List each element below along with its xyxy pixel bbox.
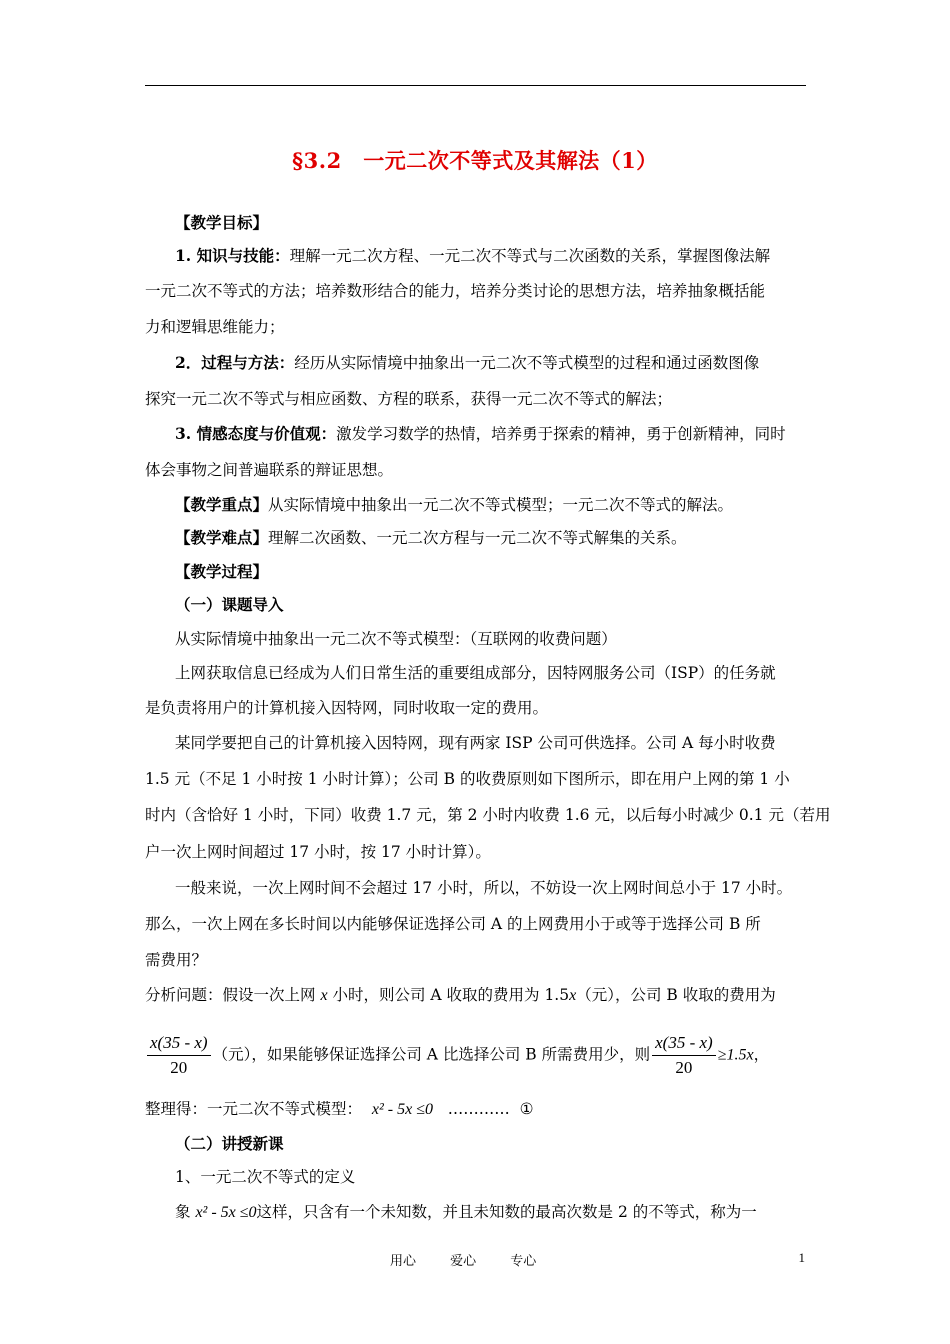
key-label: 【教学重点】: [175, 495, 269, 514]
fraction-1: [147, 1033, 211, 1078]
goal2-line2: 探究一元二次不等式与相应函数、方程的联系，获得一元二次不等式的解法；: [145, 390, 673, 408]
key-points: [145, 493, 836, 515]
goal1-line1: [145, 244, 836, 266]
paragraph-3-line3: 时内（含恰好 1 小时，下同）收费 1.7 元，第 2 小时内收费 1.6 元，以后每小时减少 0.1 元（若用: [145, 806, 831, 824]
paragraph-3-line2: 1.5 元（不足 1 小时按 1 小时计算）；公司 B 的收费原则如下图所示，即在用户上网的第 1 小: [145, 770, 790, 788]
fraction-2: [652, 1033, 716, 1078]
fraction-tail: ，: [753, 1045, 770, 1064]
model-text: 整理得：一元二次不等式模型：: [145, 1100, 363, 1118]
definition-text-b: 这样，只含有一个未知数，并且未知数的最高次数是 2 的不等式，称为一: [256, 1203, 757, 1221]
fraction-2-numerator: x(35 - x): [652, 1033, 716, 1056]
fraction-2-denominator: 20: [675, 1058, 693, 1077]
paragraph-1: 从实际情境中抽象出一元二次不等式模型：（互联网的收费问题）: [175, 630, 617, 648]
goal3-text: 激发学习数学的热情，培养勇于探索的精神，勇于创新精神，同时: [336, 425, 786, 443]
paragraph-4-line3: 需费用？: [145, 951, 208, 969]
header-rule: [145, 85, 806, 86]
goal1-line3: 力和逻辑思维能力；: [145, 318, 285, 336]
fraction-1-denominator: 20: [170, 1058, 188, 1077]
paragraph-2-line1: 上网获取信息已经成为人们日常生活的重要组成部分，因特网服务公司（ISP）的任务就: [175, 664, 776, 682]
model-dots: …………: [447, 1100, 510, 1118]
difficult-points: [145, 526, 836, 548]
diff-label: 【教学难点】: [175, 528, 269, 547]
analysis-line: [145, 983, 806, 1005]
page-number: 1: [798, 1250, 805, 1265]
analysis-text-b: 小时，则公司 A 收取的费用为 1.5: [327, 986, 570, 1004]
definition-heading: 1、一元二次不等式的定义: [175, 1168, 356, 1186]
model-expression: x² - 5x ≤0: [371, 1101, 433, 1118]
diff-text: 理解二次函数、一元二次方程与一元二次不等式解集的关系。: [268, 529, 687, 547]
goal3-label: 3. 情感态度与价值观：: [175, 424, 337, 443]
definition-line: [145, 1200, 836, 1222]
analysis-text-a: 分析问题：假设一次上网: [145, 986, 321, 1004]
goal3-line2: 体会事物之间普遍联系的辩证思想。: [145, 461, 394, 479]
analysis-var: x: [320, 987, 328, 1004]
analysis-var-2: x: [569, 987, 577, 1004]
goal2-text: 经历从实际情境中抽象出一元二次不等式模型的过程和通过函数图像: [294, 354, 760, 372]
fraction-line: [145, 1033, 806, 1078]
goal2-label: 2．过程与方法：: [175, 353, 295, 372]
model-number: ①: [519, 1100, 534, 1118]
section1-heading: （一）课题导入: [175, 595, 284, 614]
inequality-rhs: ≥1.5x: [717, 1046, 754, 1064]
fraction-text: （元），如果能够保证选择公司 A 比选择公司 B 所需费用少，则: [212, 1045, 651, 1064]
section2-heading: （二）讲授新课: [175, 1134, 284, 1153]
goal1-label: 1. 知识与技能：: [175, 246, 290, 265]
goal1-text: 理解一元二次方程、一元二次不等式与二次函数的关系，掌握图像法解: [289, 247, 771, 265]
goal3-line1: [145, 422, 836, 444]
fraction-1-numerator: x(35 - x): [147, 1033, 211, 1056]
key-text: 从实际情境中抽象出一元二次不等式模型；一元二次不等式的解法。: [268, 496, 734, 514]
definition-text-a: 象: [175, 1203, 196, 1221]
paragraph-3-line4: 户一次上网时间超过 17 小时，按 17 小时计算）。: [145, 843, 491, 861]
page-title: §3.2 一元二次不等式及其解法（1）: [292, 148, 658, 173]
goal1-line2: 一元二次不等式的方法；培养数形结合的能力，培养分类讨论的思想方法，培养抽象概括能: [145, 282, 766, 300]
paragraph-4-line1: 一般来说，一次上网时间不会超过 17 小时，所以，不妨设一次上网时间总小于 17 小时。: [175, 879, 793, 897]
process-heading: 【教学过程】: [175, 562, 269, 581]
footer-text: 用心 爱心 专心: [390, 1254, 537, 1269]
paragraph-2-line2: 是负责将用户的计算机接入因特网，同时收取一定的费用。: [145, 699, 549, 717]
goals-heading: 【教学目标】: [175, 213, 269, 232]
analysis-text-c: （元），公司 B 收取的费用为: [576, 986, 776, 1004]
paragraph-3-line1: 某同学要把自己的计算机接入因特网，现有两家 ISP 公司可供选择。公司 A 每小时收费: [175, 734, 776, 752]
goal2-line1: [145, 351, 836, 373]
paragraph-4-line2: 那么，一次上网在多长时间以内能够保证选择公司 A 的上网费用小于或等于选择公司 B 所: [145, 915, 761, 933]
model-line: [145, 1097, 806, 1119]
definition-expression: x² - 5x ≤0: [195, 1204, 257, 1221]
